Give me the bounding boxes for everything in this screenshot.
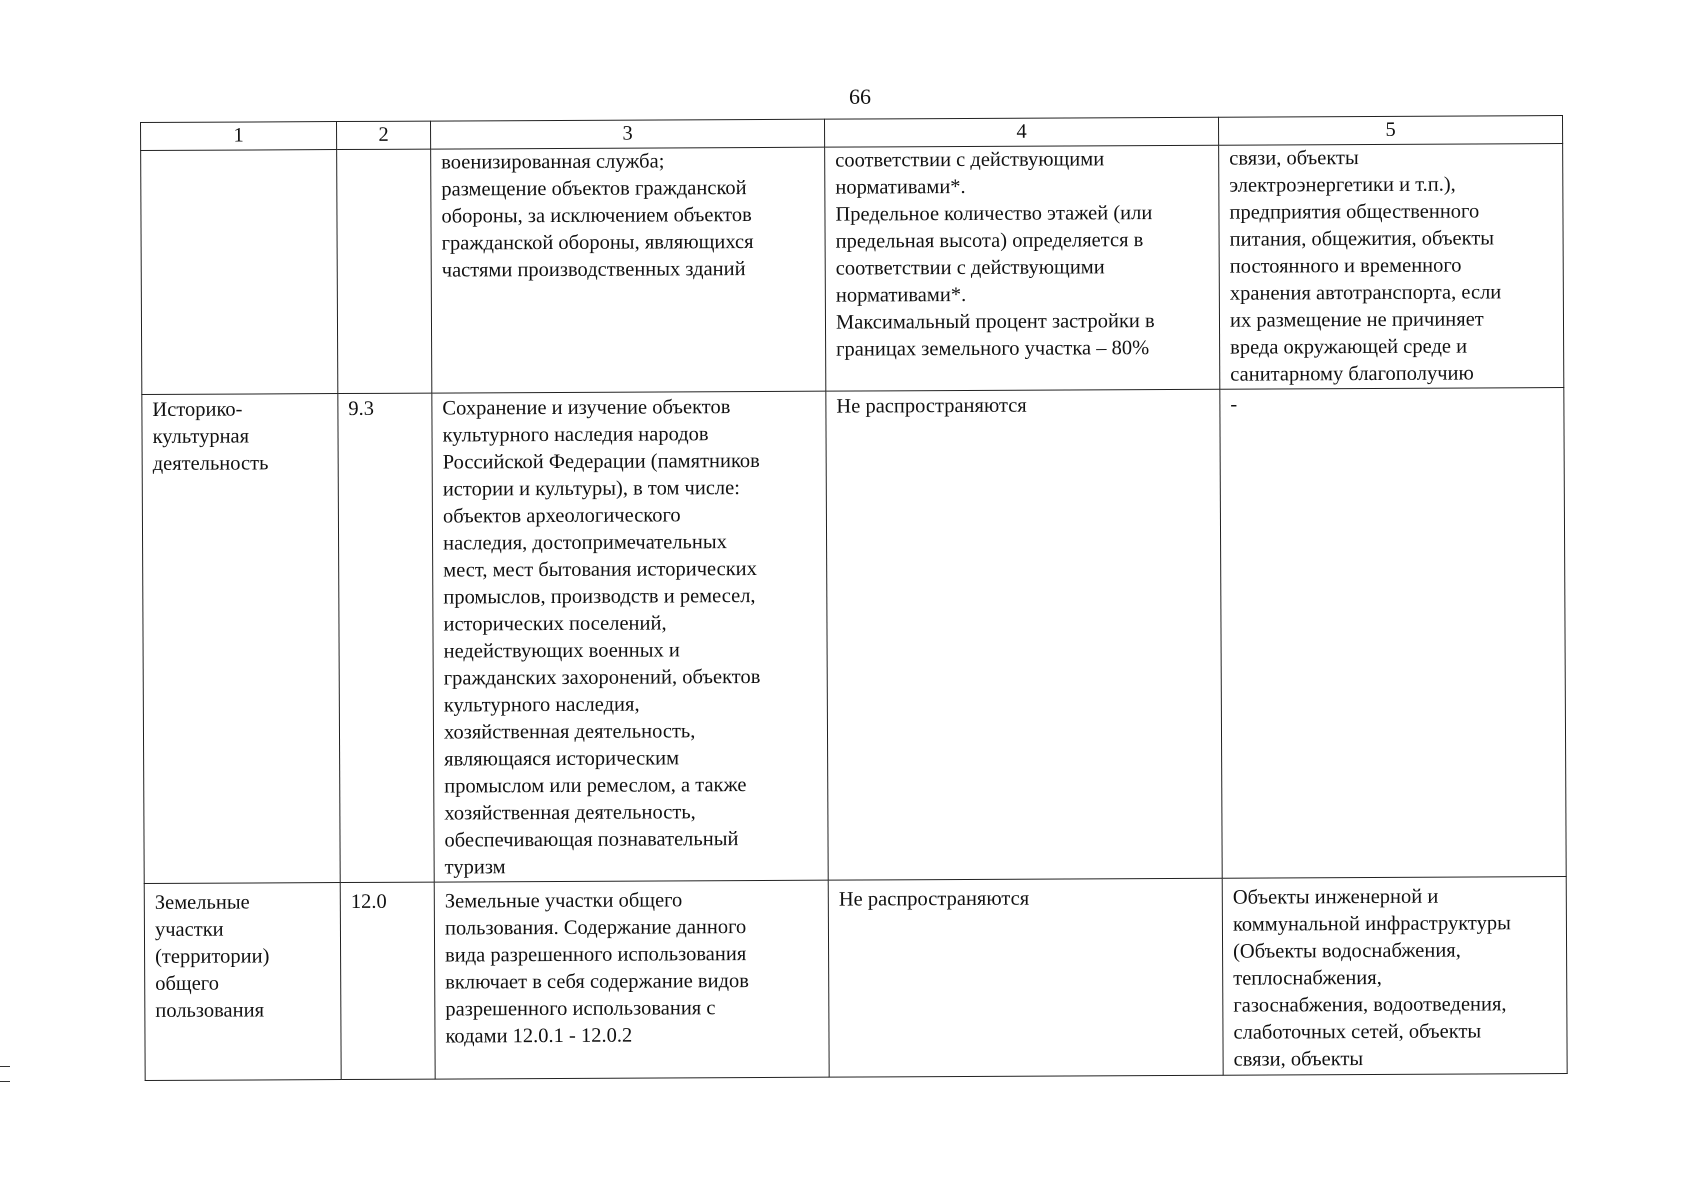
text-line: культурного наследия народов (442, 423, 709, 447)
text-line: общего (155, 972, 219, 995)
text-line: Предельное количество этажей (или (835, 202, 1153, 226)
cell-land-use-name (141, 150, 338, 395)
text-line: Историко- (152, 398, 243, 421)
land-use-table (140, 115, 1568, 1081)
cell-code (337, 149, 432, 393)
text-line: санитарному благополучию (1230, 362, 1474, 386)
cell-auxiliary (1219, 144, 1564, 390)
text-line: коммунальной инфраструктуры (1232, 912, 1511, 936)
text-line: обеспечивающая познавательный (444, 828, 739, 852)
text-line: соответствии с действующими (835, 256, 1105, 280)
text-line: электроэнергетики и т.п.), (1229, 173, 1456, 197)
text-line: теплоснабжения, (1233, 966, 1382, 990)
text-line: хозяйственная деятельность, (443, 720, 696, 744)
table-row (144, 877, 1567, 1081)
column-header-5: 5 (1218, 116, 1562, 146)
text-line: постоянного и временного (1229, 254, 1462, 278)
text-line: газоснабжения, водоотведения, (1233, 993, 1507, 1017)
text-line: являющаяся историческим (444, 747, 680, 771)
text-line: Российской Федерации (памятников (442, 449, 760, 474)
text-line: объектов археологического (442, 504, 681, 528)
table-row (142, 388, 1566, 884)
cell-code: 12.0 (340, 882, 435, 1079)
cell-description (434, 880, 829, 1079)
cell-land-use-name (142, 394, 340, 884)
cell-auxiliary (1220, 388, 1566, 879)
text-line: Сохранение и изучение объектов (442, 396, 731, 420)
text-line: деятельность (152, 452, 269, 475)
column-header-1: 1 (141, 122, 337, 151)
text-line: связи, объекты (1233, 1048, 1364, 1071)
text-line: промыслом или ремеслом, а также (444, 774, 747, 798)
text-line: недействующих военных и (443, 639, 680, 663)
text-line: включает в себя содержание видов (445, 970, 749, 994)
text-line: связи, объекты (1229, 147, 1359, 170)
text-line: гражданской обороны, являющихся (441, 231, 754, 255)
text-line: исторических поселений, (443, 612, 667, 636)
text-line: пользования (155, 999, 265, 1022)
cell-description (432, 391, 828, 882)
text-line: наследия, достопримечательных (443, 531, 727, 555)
text-line: нормативами*. (835, 175, 966, 199)
text-line: Не распространяются (836, 394, 1027, 418)
cell-parameters (826, 389, 1222, 880)
text-line: соответствии с действующими (835, 148, 1105, 172)
text-line: кодами 12.0.1 - 12.0.2 (445, 1024, 633, 1048)
text-line: (Объекты водоснабжения, (1233, 939, 1461, 963)
text-line: промыслов, производств и ремесел, (443, 584, 756, 609)
text-line: хозяйственная деятельность, (444, 801, 696, 825)
text-line: пользования. Содержание данного (444, 916, 747, 940)
column-header-2: 2 (337, 121, 431, 149)
cell-description (431, 147, 826, 393)
cell-code: 9.3 (338, 393, 434, 882)
text-line: туризм (444, 856, 506, 879)
text-line: - (1230, 393, 1238, 416)
text-line: предприятия общественного (1229, 200, 1480, 224)
text-line: (территории) (155, 945, 270, 968)
text-line: предельная высота) определяется в (835, 229, 1144, 253)
text-line: участки (154, 918, 224, 941)
text-line: культурная (152, 425, 250, 448)
text-line: гражданских захоронений, объектов (443, 665, 761, 690)
text-line: разрешенного использования с (445, 997, 716, 1021)
column-header-4: 4 (824, 117, 1218, 147)
text-line: хранения автотранспорта, если (1229, 281, 1502, 305)
text-line: Максимальный процент застройки в (835, 310, 1155, 334)
cell-parameters (828, 878, 1223, 1077)
text-line: слаботочных сетей, объекты (1233, 1020, 1482, 1044)
text-line: культурного наследия, (443, 693, 640, 717)
text-line: Земельные участки общего (444, 889, 683, 913)
text-line: вида разрешенного использования (445, 943, 747, 967)
text-line: Земельные (154, 891, 250, 914)
scan-margin-mark (0, 1066, 10, 1082)
cell-land-use-name (144, 883, 341, 1081)
text-line: Объекты инженерной и (1232, 885, 1439, 909)
cell-auxiliary (1222, 877, 1567, 1076)
text-line: обороны, за исключением объектов (441, 204, 752, 228)
text-line: границах земельного участка – 80% (836, 337, 1150, 361)
text-line: Не распространяются (838, 887, 1030, 911)
text-line: военизированная служба; (441, 150, 665, 174)
text-line: частями производственных зданий (441, 258, 746, 282)
text-line: истории и культуры), в том числе: (442, 477, 740, 501)
text-line: их размещение не причиняет (1229, 308, 1484, 332)
text-line: вреда окружающей среде и (1230, 335, 1468, 359)
cell-parameters (825, 145, 1220, 391)
table-row (141, 144, 1564, 395)
text-line: размещение объектов гражданской (441, 177, 747, 201)
text-line: питания, общежития, объекты (1229, 227, 1495, 251)
text-line: мест, мест бытования исторических (443, 557, 757, 582)
column-header-3: 3 (430, 119, 824, 149)
text-line: нормативами*. (835, 283, 967, 307)
page-number: 66 (849, 84, 871, 109)
